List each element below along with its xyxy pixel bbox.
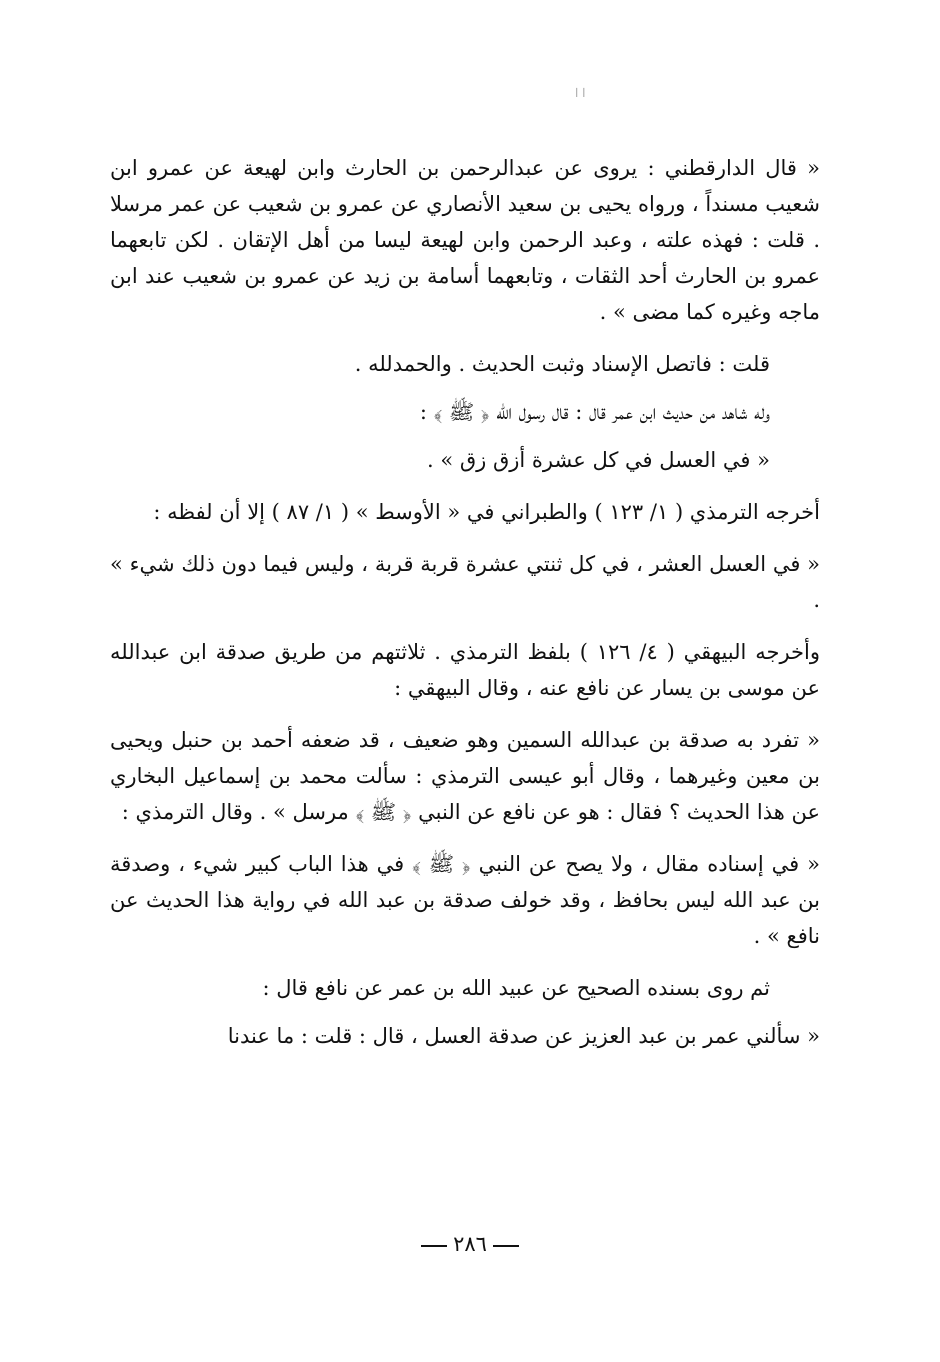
paragraph-witness-hadith: وله شاهد من حديث ابن عمر قال : قال رسول الله ﴿ ﷺ ﴾ : [419,400,770,424]
paragraph-tirmidhi-quote: « في إسناده مقال ، ولا يصح عن النبي ﴿ ﷺ ﴾ في هذا الباب كبير شيء ، وصدقة بن عبد الله ليس بحافظ ، وقد خولف صدقة بن عبد الله في رواية هذا الحديث عن نافع » . [110,852,820,948]
dash-left [421,1245,447,1247]
dash-right [493,1245,519,1247]
paragraph-tirmidhi-takhrij: أخرجه الترمذي ( ١/ ١٢٣ ) والطبراني في « الأوسط » ( ١/ ٨٧ ) إلا أن لفظه : [153,500,820,524]
paragraph-hadith-text: « في العسل في كل عشرة أزق زق » . [427,448,770,472]
page-number [0,1232,940,1256]
paragraph-isnad-connected: قلت : فاتصل الإسناد وثبت الحديث . والحمدلله . [354,352,770,376]
top-mark: ا ا [575,86,586,100]
page-body [110,150,820,1070]
paragraph-bayhaqi-quote: « تفرد به صدقة بن عبدالله السمين وهو ضعيف ، قد ضعفه أحمد بن حنبل ويحيى بن معين وغيرهما ، وقال أبو عيسى الترمذي : سألت محمد بن إسماعيل البخاري عن هذا الحديث ؟ فقال : هو عن نافع عن النبي ﴿ ﷺ ﴾ مرسل » . وقال الترمذي : [110,728,820,824]
page-number-text: ٢٨٦ [453,1232,487,1256]
paragraph-hadith-variant: « في العسل العشر ، في كل ثنتي عشرة قربة قربة ، وليس فيما دون ذلك شيء » . [110,552,820,612]
paragraph-umar-quote: « سألني عمر بن عبد العزيز عن صدقة العسل ، قال : قلت : ما عندنا [227,1024,820,1048]
paragraph-nafi-narration: ثم روى بسنده الصحيح عن عبيد الله بن عمر عن نافع قال : [262,976,770,1000]
paragraph-daraqutni-quote: « قال الدارقطني : يروى عن عبدالرحمن بن الحارث وابن لهيعة عن عمرو ابن شعيب مسنداً ، ورواه يحيى بن سعيد الأنصاري عن عمرو بن شعيب عن عمر مرسلا . قلت : فهذه علته ، وعبد الرحمن وابن لهيعة ليسا من أهل الإتقان . لكن تابعهما عمرو بن الحارث أحد الثقات ، وتابعهما أسامة بن زيد عن عمرو بن شعيب عند ابن ماجه وغيره كما مضى » . [110,156,820,324]
paragraph-bayhaqi-takhrij: وأخرجه البيهقي ( ٤/ ١٢٦ ) بلفظ الترمذي . ثلاثتهم من طريق صدقة ابن عبدالله عن موسى بن يسار عن نافع عنه ، وقال البيهقي : [110,640,820,700]
